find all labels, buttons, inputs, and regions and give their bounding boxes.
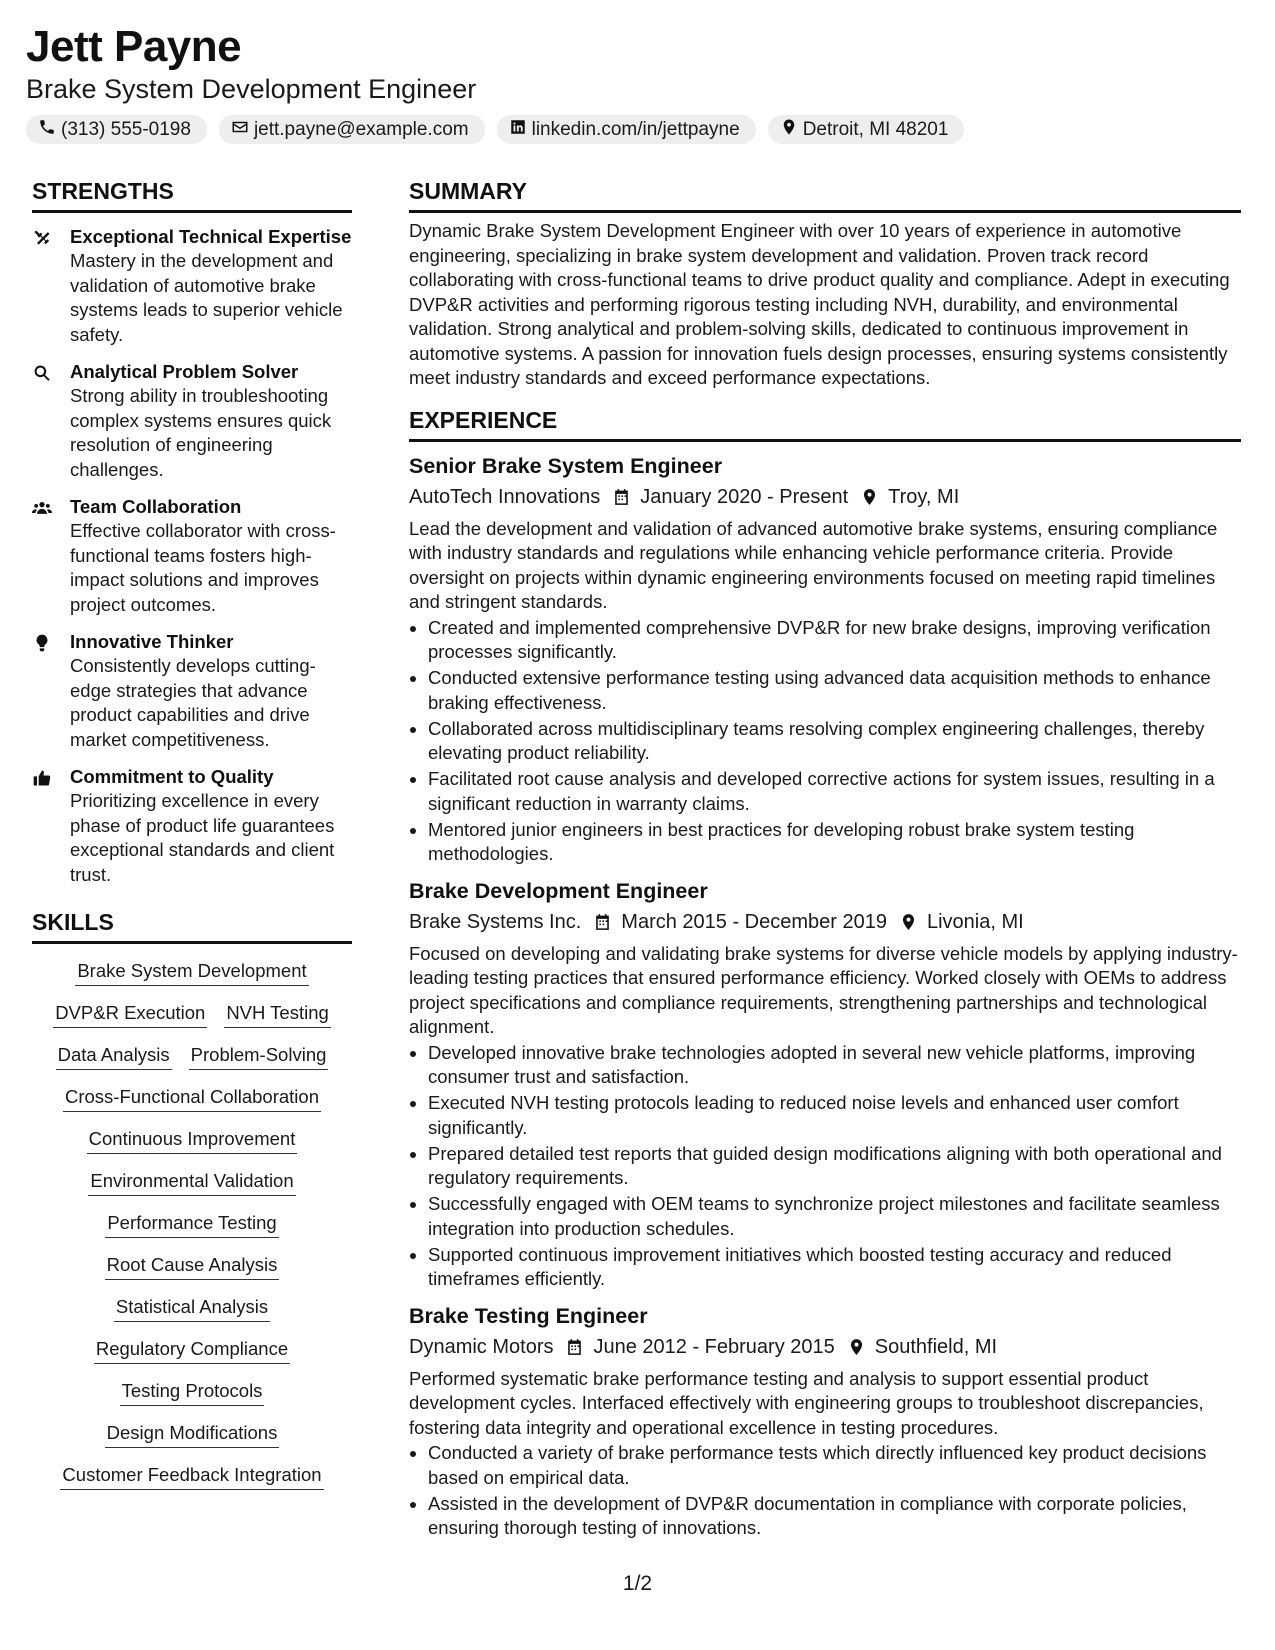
right-column [409,176,1241,1542]
candidate-headline: Brake System Development Engineer [26,74,477,104]
job-bullet: • Successfully engaged with OEM teams to synchronize project milestones and facilitate seamless integration into production schedules. [428,1192,1241,1241]
job-bullet: • Conducted a variety of brake performance tests which directly influenced key product decisions based on empirical data. [428,1441,1241,1490]
job-description: Focused on developing and validating brake systems for diverse vehicle models by applying industry-leading testing practices that ensured performance efficiency. Worked closely with OEMs to address project specifications and compliance requirements, strengthening partnerships and technological alignment. [409,942,1238,1037]
skill-tag: Statistical Analysis [114,1294,270,1322]
summary-section [409,176,1241,391]
strength-title: Team Collaboration [70,496,242,517]
contact-linkedin-text: linkedin.com/in/jettpayne [531,118,740,140]
calendar-icon [565,1337,584,1357]
job-bullets [409,1441,1241,1541]
skill-tag: Continuous Improvement [87,1126,298,1154]
resume-header [26,22,964,144]
thumbs-up-icon [32,765,70,887]
job-bullet: • Developed innovative brake technologies adopted in several new vehicle platforms, improving consumer trust and satisfaction. [428,1041,1241,1090]
map-pin-icon [847,1337,866,1357]
job-description: Performed systematic brake performance testing and analysis to support essential product development cycles. Interfaced effectively with engineering groups to troubleshoot discrepancies, fostering data integrity and operational excellence in testing procedures. [409,1367,1204,1438]
job-meta [409,907,1241,937]
linkedin-icon [509,118,527,142]
strength-title: Innovative Thinker [70,631,234,652]
job-location: Troy, MI [888,485,960,508]
job-entry [409,1302,1241,1541]
job-bullet: • Prepared detailed test reports that guided design modifications aligning with both operational and regulatory requirements. [428,1142,1241,1191]
job-dates: June 2012 - February 2015 [593,1335,835,1358]
job-bullet: • Collaborated across multidisciplinary teams resolving complex engineering challenges, thereby elevating product reliability. [428,717,1241,766]
job-company: Dynamic Motors [409,1335,554,1358]
skill-tag: Problem-Solving [189,1042,329,1070]
strength-title: Commitment to Quality [70,766,274,787]
candidate-name: Jett Payne [26,22,242,71]
calendar-icon [593,912,612,932]
map-pin-icon [899,912,918,932]
job-meta [409,1332,1241,1362]
job-description: Lead the development and validation of advanced automotive brake systems, ensuring compliance with industry standards and regulations while enhancing vehicle performance criteria. Provide oversight on projects within dynamic engineering environments focused on meeting rapid timelines and stringent standards. [409,517,1218,612]
strength-desc: Effective collaborator with cross-functional teams fosters high-impact solutions and improves project outcomes. [70,520,336,615]
strengths-heading: STRENGTHS [32,176,352,213]
strength-item [32,495,352,617]
job-bullet: • Executed NVH testing protocols leading to reduced noise levels and enhanced user comfort significantly. [428,1091,1241,1140]
skill-tag: Design Modifications [105,1420,280,1448]
skills-heading: SKILLS [32,907,352,944]
tools-icon [32,225,70,347]
job-meta [409,482,1241,512]
contact-phone-text: (313) 555-0198 [61,118,191,140]
contact-location-text: Detroit, MI 48201 [802,118,949,140]
job-bullet: • Facilitated root cause analysis and developed corrective actions for system issues, resulting in a significant reduction in warranty claims. [428,767,1241,816]
page-number: 1/2 [622,1572,653,1595]
strength-desc: Consistently develops cutting-edge strategies that advance product capabilities and drive market competitiveness. [70,655,316,750]
experience-section [409,405,1241,1541]
contact-email[interactable] [219,115,485,144]
job-dates: March 2015 - December 2019 [621,910,887,933]
strength-desc: Strong ability in troubleshooting complex systems ensures quick resolution of engineering challenges. [70,385,332,480]
strength-item [32,225,352,347]
skill-tag: Cross-Functional Collaboration [63,1084,321,1112]
skill-tag: Regulatory Compliance [94,1336,290,1364]
job-company: AutoTech Innovations [409,485,601,508]
skill-tag: DVP&R Execution [53,1000,207,1028]
job-location: Livonia, MI [926,910,1024,933]
strength-desc: Prioritizing excellence in every phase of product life guarantees exceptional standards and client trust. [70,790,335,885]
envelope-icon [231,118,249,142]
job-title: Brake Testing Engineer [409,1303,648,1328]
contact-phone[interactable] [26,115,207,144]
contact-bar [26,115,964,144]
skill-tag: NVH Testing [224,1000,330,1028]
job-entry [409,452,1241,867]
map-pin-icon [780,118,798,142]
skill-tag: Testing Protocols [120,1378,265,1406]
contact-location [768,115,965,144]
strength-desc: Mastery in the development and validation of automotive brake systems leads to superior vehicle safety. [70,250,343,345]
job-dates: January 2020 - Present [640,485,849,508]
strength-title: Exceptional Technical Expertise [70,226,352,247]
job-bullet: • Mentored junior engineers in best practices for developing robust brake system testing methodologies. [428,818,1241,867]
skill-tag: Root Cause Analysis [105,1252,280,1280]
map-pin-icon [860,487,879,507]
strength-item [32,630,352,752]
experience-heading: EXPERIENCE [409,405,1241,442]
skill-tag: Brake System Development [75,958,308,986]
job-bullet: • Assisted in the development of DVP&R documentation in compliance with corporate policies, ensuring thorough testing of innovations. [428,1492,1241,1541]
lightbulb-icon [32,630,70,752]
strengths-section [32,176,352,887]
skill-tag: Performance Testing [105,1210,278,1238]
job-bullets [409,616,1241,867]
users-icon [32,495,70,617]
summary-heading: SUMMARY [409,176,1241,213]
job-company: Brake Systems Inc. [409,910,582,933]
skill-tag: Environmental Validation [88,1168,295,1196]
search-icon [32,360,70,482]
job-bullets [409,1041,1241,1292]
job-location: Southfield, MI [874,1335,998,1358]
left-column [32,176,352,1490]
contact-email-text: jett.payne@example.com [253,118,469,140]
summary-text: Dynamic Brake System Development Engineer with over 10 years of experience in automotive engineering, specializing in brake system development and validation. Proven track record collaborating with cross-functional teams to drive product quality and compliance. Adept in executing DVP&R activities and performing rigorous testing including NVH, durability, and environmental validation. Strong analytical and problem-solving skills, dedicated to continuous improvement in automotive systems. A passion for innovation fuels design processes, ensuring systems consistently meet industry standards and exceed performance expectations. [409,220,1230,388]
strength-item [32,765,352,887]
skills-section [32,907,352,1490]
job-entry [409,877,1241,1292]
job-title: Brake Development Engineer [409,878,708,903]
strength-item [32,360,352,482]
skill-tag: Data Analysis [56,1042,172,1070]
phone-icon [38,118,56,142]
job-bullet: • Supported continuous improvement initiatives which boosted testing accuracy and reduced timeframes efficiently. [428,1243,1241,1292]
calendar-icon [612,487,631,507]
skills-list [32,958,352,1490]
job-bullet: • Conducted extensive performance testing using advanced data acquisition methods to enhance braking effectiveness. [428,666,1241,715]
contact-linkedin[interactable] [497,115,756,144]
job-title: Senior Brake System Engineer [409,453,723,478]
job-bullet: • Created and implemented comprehensive DVP&R for new brake designs, improving verification processes significantly. [428,616,1241,665]
skill-tag: Customer Feedback Integration [60,1462,323,1490]
strength-title: Analytical Problem Solver [70,361,299,382]
